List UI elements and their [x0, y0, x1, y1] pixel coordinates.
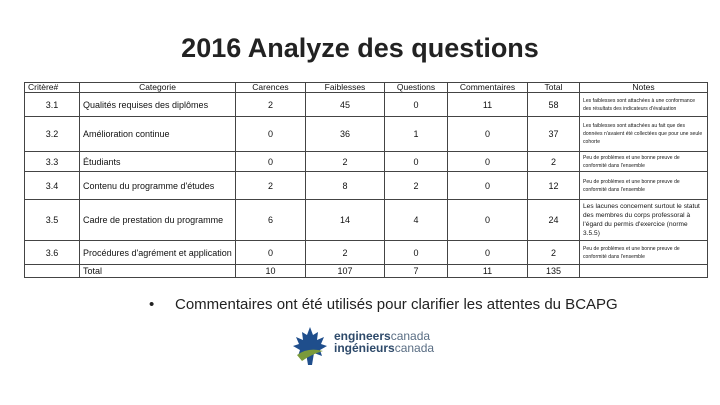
total-cell: 24 [528, 200, 580, 241]
categorie-cell: Qualités requises des diplômes [80, 93, 236, 117]
engineers-canada-logo [290, 325, 435, 370]
total-cell: 58 [528, 93, 580, 117]
questions-analysis-table [24, 82, 708, 278]
faiblesses-cell: 2 [306, 152, 385, 172]
header-commentaires: Commentaires [448, 83, 528, 93]
critere-cell: 3.1 [25, 93, 80, 117]
commentaires-cell: 0 [448, 200, 528, 241]
table-row [25, 117, 708, 152]
faiblesses-cell: 8 [306, 172, 385, 200]
total-cell: 2 [528, 241, 580, 265]
totals-faiblesses: 107 [306, 265, 385, 278]
notes-cell: Les lacunes concernent surtout le statut des membres du corps professoral à l'égard du permis d'exercice (norme 3.5.5) [580, 200, 708, 241]
header-total: Total [528, 83, 580, 93]
faiblesses-cell: 14 [306, 200, 385, 241]
logo-text [334, 330, 434, 354]
total-cell: 12 [528, 172, 580, 200]
table-header-row [25, 83, 708, 93]
totals-carences: 10 [236, 265, 306, 278]
notes-cell: Peu de problèmes et une bonne preuve de conformité dans l'ensemble [580, 241, 708, 265]
header-categorie: Categorie [80, 83, 236, 93]
notes-cell: Peu de problèmes et une bonne preuve de conformité dans l'ensemble [580, 172, 708, 200]
critere-cell: 3.2 [25, 117, 80, 152]
critere-cell: 3.5 [25, 200, 80, 241]
critere-cell: 3.6 [25, 241, 80, 265]
carences-cell: 0 [236, 117, 306, 152]
faiblesses-cell: 45 [306, 93, 385, 117]
maple-leaf-icon [290, 325, 330, 367]
faiblesses-cell: 36 [306, 117, 385, 152]
carences-cell: 6 [236, 200, 306, 241]
faiblesses-cell: 2 [306, 241, 385, 265]
table-row [25, 93, 708, 117]
table-row [25, 152, 708, 172]
totals-row [25, 265, 708, 278]
carences-cell: 2 [236, 172, 306, 200]
questions-cell: 4 [385, 200, 448, 241]
bullet-note [149, 296, 618, 313]
categorie-cell: Procédures d'agrément et application [80, 241, 236, 265]
header-carences: Carences [236, 83, 306, 93]
questions-cell: 0 [385, 152, 448, 172]
total-cell: 37 [528, 117, 580, 152]
notes-cell: Les faiblesses sont attachées à une conformance des résultats des indicateurs d'évaluation [580, 93, 708, 117]
questions-cell: 0 [385, 93, 448, 117]
carences-cell: 2 [236, 93, 306, 117]
bullet-marker: • [149, 296, 155, 313]
page-title: 2016 Analyze des questions [181, 33, 539, 63]
questions-cell: 2 [385, 172, 448, 200]
commentaires-cell: 0 [448, 117, 528, 152]
notes-cell: Peu de problèmes et une bonne preuve de conformité dans l'ensemble [580, 152, 708, 172]
categorie-cell: Amélioration continue [80, 117, 236, 152]
header-questions: Questions [385, 83, 448, 93]
critere-cell: 3.4 [25, 172, 80, 200]
commentaires-cell: 0 [448, 241, 528, 265]
header-faiblesses: Faiblesses [306, 83, 385, 93]
header-critere: Critère# [25, 83, 80, 93]
notes-cell: Les faiblesses sont attachées au fait que des données n'avaient été collectées que pour une seule cohorte [580, 117, 708, 152]
logo-line-english: engineerscanada [334, 329, 431, 343]
logo-line-french: ingénieurscanada [334, 341, 435, 355]
questions-cell: 0 [385, 241, 448, 265]
header-notes: Notes [580, 83, 708, 93]
totals-notes-empty [580, 265, 708, 278]
table-row [25, 241, 708, 265]
total-cell: 2 [528, 152, 580, 172]
critere-cell: 3.3 [25, 152, 80, 172]
categorie-cell: Étudiants [80, 152, 236, 172]
table-row [25, 172, 708, 200]
bullet-text: Commentaires ont été utilisés pour clarifier les attentes du BCAPG [175, 296, 618, 313]
commentaires-cell: 0 [448, 152, 528, 172]
totals-commentaires: 11 [448, 265, 528, 278]
totals-questions: 7 [385, 265, 448, 278]
totals-spacer [25, 265, 80, 278]
totals-total: 135 [528, 265, 580, 278]
carences-cell: 0 [236, 152, 306, 172]
categorie-cell: Contenu du programme d'études [80, 172, 236, 200]
commentaires-cell: 0 [448, 172, 528, 200]
totals-label: Total [80, 265, 236, 278]
questions-cell: 1 [385, 117, 448, 152]
categorie-cell: Cadre de prestation du programme [80, 200, 236, 241]
carences-cell: 0 [236, 241, 306, 265]
table-row [25, 200, 708, 241]
commentaires-cell: 11 [448, 93, 528, 117]
